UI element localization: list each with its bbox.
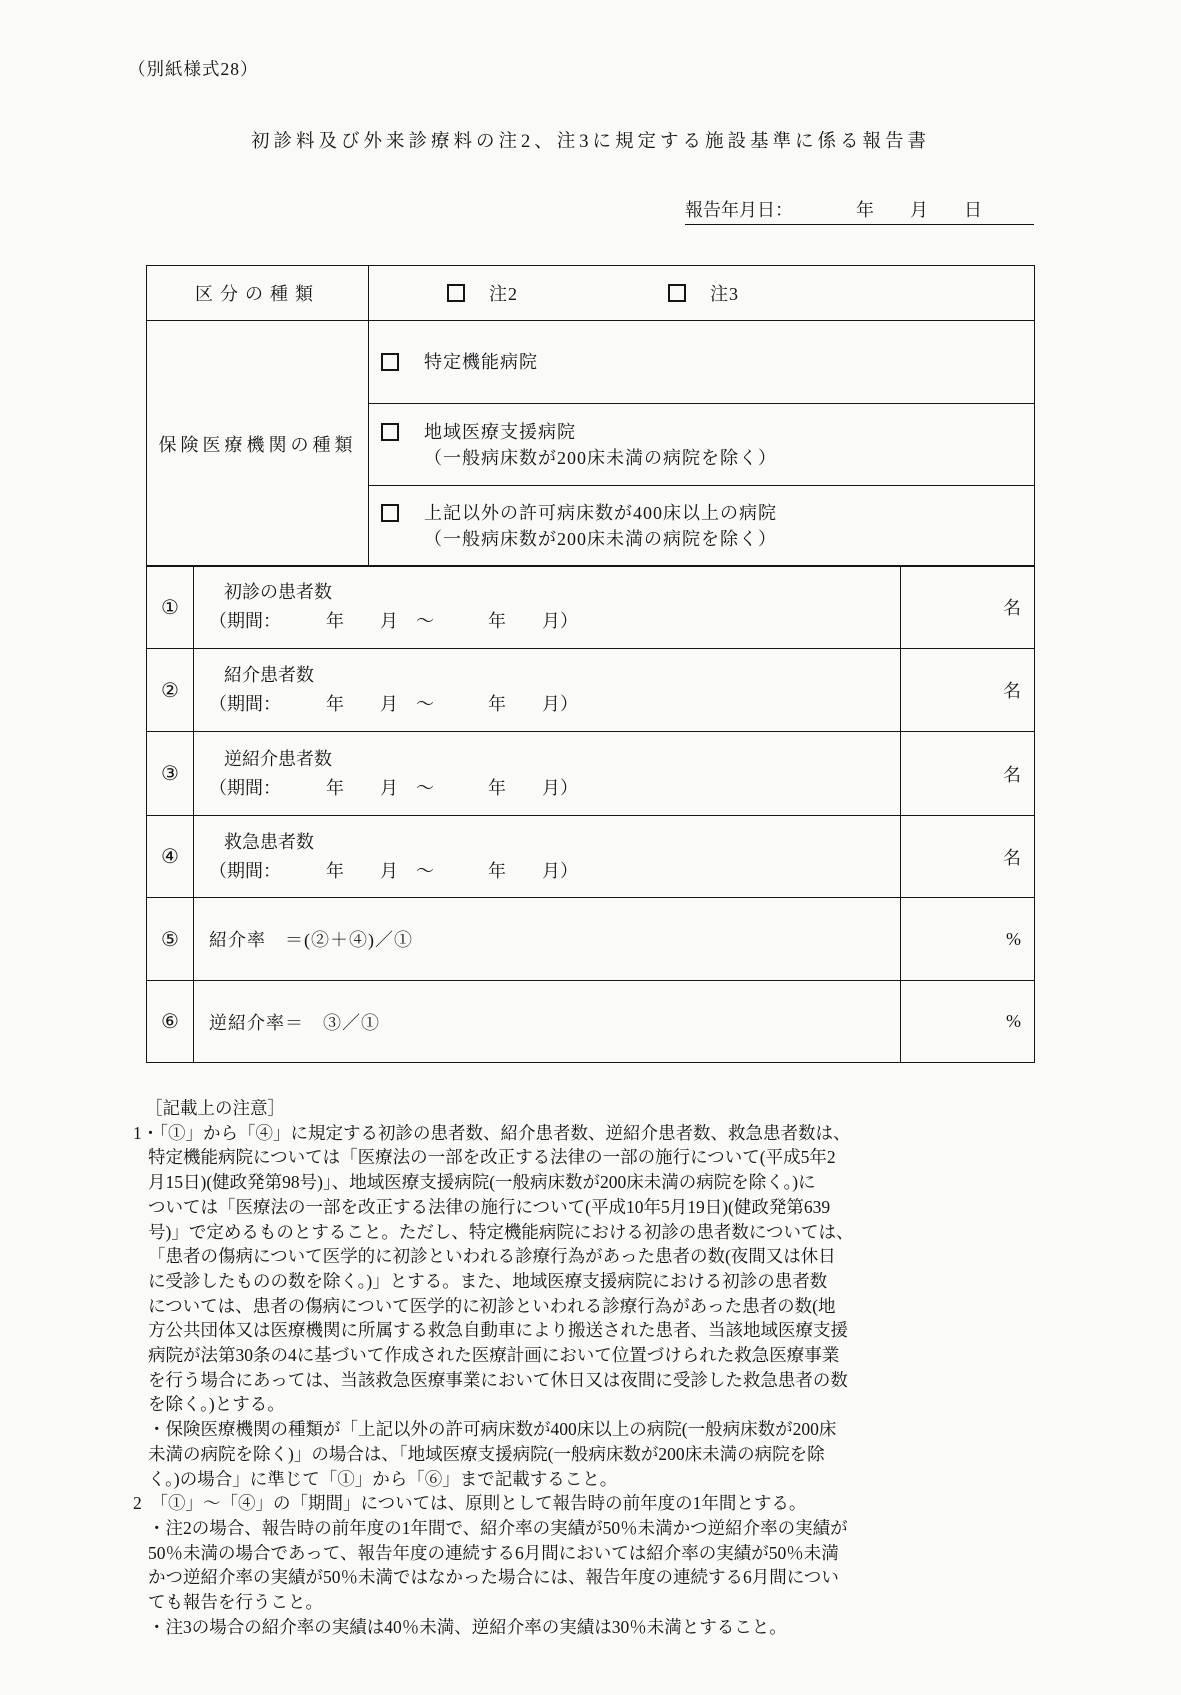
category-table bbox=[146, 265, 1035, 567]
note-line: については、患者の傷病について医学的に初診といわれる診療行為があった患者の数(地 bbox=[148, 1295, 836, 1316]
row-number: ⑥ bbox=[147, 981, 194, 1063]
row-title: 逆紹介患者数 bbox=[224, 748, 332, 769]
row-period: （期間： 年 月 ～ 年 月） bbox=[209, 694, 578, 714]
regional-support-hospital-checkbox[interactable] bbox=[381, 423, 399, 441]
row-number: ④ bbox=[147, 816, 194, 898]
row-period: （期間： 年 月 ～ 年 月） bbox=[209, 860, 578, 881]
option-line2: （一般病床数が200床未満の病院を除く） bbox=[424, 447, 777, 468]
other-400bed-hospital-checkbox[interactable] bbox=[381, 504, 399, 522]
note-line: ・注2の場合、報告時の前年度の1年間で、紹介率の実績が50％未満かつ逆紹介率の実績が bbox=[148, 1517, 848, 1538]
unit-label: 名 bbox=[901, 566, 1035, 649]
row-reverse-referral-patients bbox=[147, 732, 1035, 816]
row-referral-rate bbox=[147, 898, 1035, 981]
note-line: 2 「①」～「④」の「期間」については、原則として報告時の前年度の1年間とする。 bbox=[133, 1493, 807, 1514]
row-reverse-referral-rate bbox=[147, 981, 1035, 1063]
row-referral-patients bbox=[147, 649, 1035, 732]
option-note2 bbox=[447, 280, 518, 306]
unit-label: 名 bbox=[901, 649, 1035, 732]
unit-label: 名 bbox=[901, 816, 1035, 898]
category-type-label: 区分の種類 bbox=[147, 266, 369, 321]
row-period: （期間： 年 月 ～ 年 月） bbox=[209, 777, 578, 798]
row-emergency-patients bbox=[147, 816, 1035, 898]
notes-section bbox=[133, 1096, 1063, 1639]
row-number: ① bbox=[147, 566, 194, 649]
note-line: を行う場合にあっては、当該救急医療事業において休日又は夜間に受診した救急患者の数 bbox=[148, 1369, 848, 1390]
note-line: ついては「医療法の一部を改正する法律の施行について(平成10年5月19日)(健政発第639 bbox=[148, 1196, 831, 1217]
note3-label: 注3 bbox=[710, 284, 739, 304]
option-line1: 上記以外の許可病床数が400床以上の病院 bbox=[424, 503, 777, 523]
form-code: （別紙様式28） bbox=[128, 59, 259, 79]
unit-label: % bbox=[901, 898, 1035, 981]
reverse-referral-rate-formula: 逆紹介率＝ ③／① bbox=[209, 1012, 380, 1033]
note-line: 1・「①」から「④」に規定する初診の患者数、紹介患者数、逆紹介患者数、救急患者数は、 bbox=[133, 1122, 851, 1143]
note-line: に受診したものの数を除く。)」とする。また、地域医療支援病院における初診の患者数 bbox=[148, 1270, 828, 1291]
note-line: 特定機能病院については「医療法の一部を改正する法律の一部の施行について(平成5年2 bbox=[148, 1147, 836, 1168]
unit-label: % bbox=[901, 981, 1035, 1063]
option-regional-support-hospital bbox=[369, 419, 1034, 471]
note-line: く。)の場合」に準じて「①」から「⑥」まで記載すること。 bbox=[148, 1468, 618, 1489]
institution-type-label: 保険医療機関の種類 bbox=[147, 321, 369, 567]
note-line: ・注3の場合の紹介率の実績は40％未満、逆紹介率の実績は30％未満とすること。 bbox=[148, 1616, 787, 1637]
note-line: 病院が法第30条の4に基づいて作成された医療計画において位置づけられた救急医療事業 bbox=[148, 1345, 840, 1366]
option-note3 bbox=[668, 280, 739, 306]
notes-lines bbox=[133, 1121, 1063, 1640]
unit-label: 名 bbox=[901, 732, 1035, 816]
note-line: 「患者の傷病について医学的に初診といわれる診療行為があった患者の数(夜間又は休日 bbox=[148, 1246, 836, 1267]
row-first-visit-patients bbox=[147, 566, 1035, 649]
row-title: 救急患者数 bbox=[224, 831, 314, 852]
row-number: ② bbox=[147, 649, 194, 732]
note3-checkbox[interactable] bbox=[668, 284, 686, 302]
note-line: かつ逆紹介率の実績が50％未満ではなかった場合には、報告年度の連続する6月間につい bbox=[148, 1567, 839, 1588]
note-line: 月15日)(健政発第98号)」、地域医療支援病院(一般病床数が200床未満の病院を除く。)に bbox=[148, 1172, 816, 1193]
note-line: 号)」で定めるものとすること。ただし、特定機能病院における初診の患者数については、 bbox=[148, 1221, 854, 1242]
option-special-function-hospital bbox=[369, 349, 1034, 375]
row-title: 紹介患者数 bbox=[224, 665, 314, 685]
notes-heading: ［記載上の注意］ bbox=[145, 1098, 285, 1118]
option-other-400bed-hospital bbox=[369, 500, 1034, 552]
note-line: ても報告を行うこと。 bbox=[148, 1592, 323, 1613]
special-function-hospital-checkbox[interactable] bbox=[381, 353, 399, 371]
note-line: を除く。)とする。 bbox=[148, 1394, 285, 1415]
counts-table bbox=[146, 565, 1035, 1063]
note-line: 未満の病院を除く)」の場合は、「地域医療支援病院(一般病床数が200床未満の病院を除 bbox=[148, 1443, 825, 1464]
option-line2: （一般病床数が200床未満の病院を除く） bbox=[424, 529, 777, 549]
note-line: 方公共団体又は医療機関に所属する救急自動車により搬送された患者、当該地域医療支援 bbox=[148, 1320, 848, 1341]
note-line: 50％未満の場合であって、報告年度の連続する6月間においては紹介率の実績が50％未満 bbox=[148, 1542, 839, 1563]
option-line1: 地域医療支援病院 bbox=[424, 421, 576, 442]
note-line: ・保険医療機関の種類が「上記以外の許可病床数が400床以上の病院(一般病床数が200床 bbox=[148, 1419, 837, 1440]
row-number: ③ bbox=[147, 732, 194, 816]
row-title: 初診の患者数 bbox=[224, 582, 332, 602]
note2-label: 注2 bbox=[489, 284, 518, 304]
note2-checkbox[interactable] bbox=[447, 284, 465, 302]
report-date-line: 報告年月日： 年 月 日 bbox=[685, 196, 1034, 225]
page-title: 初診料及び外来診療料の注2、注3に規定する施設基準に係る報告書 bbox=[250, 132, 930, 152]
option-line1: 特定機能病院 bbox=[424, 352, 538, 372]
referral-rate-formula: 紹介率 ＝(②＋④)／① bbox=[209, 930, 413, 950]
category-options bbox=[369, 280, 1034, 306]
row-period: （期間： 年 月 ～ 年 月） bbox=[209, 611, 578, 631]
row-number: ⑤ bbox=[147, 898, 194, 981]
